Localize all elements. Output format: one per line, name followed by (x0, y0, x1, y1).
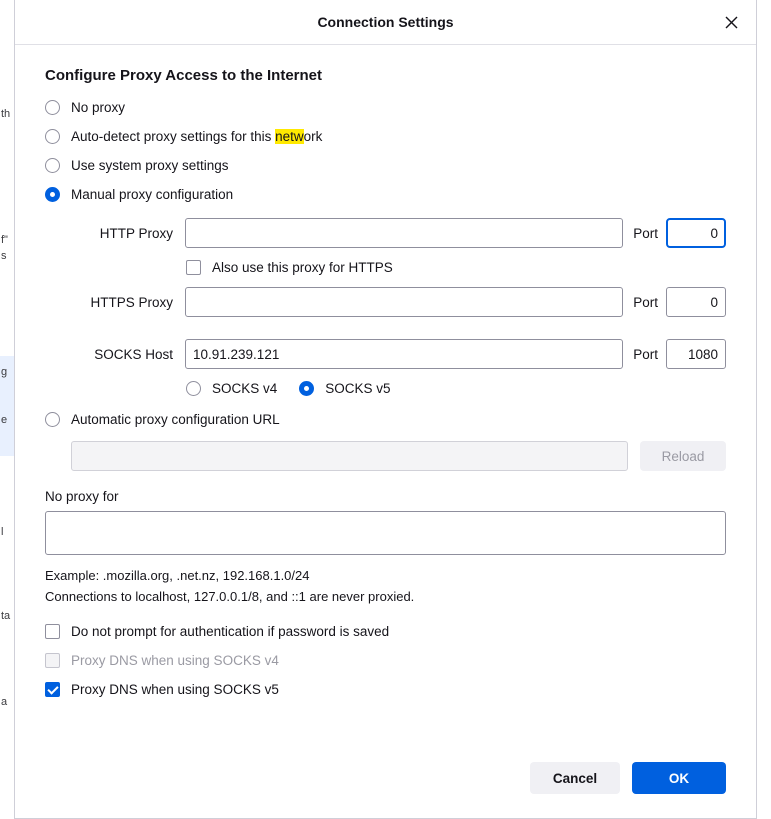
socks-port-label: Port (633, 346, 658, 362)
page-title: Configure Proxy Access to the Internet (45, 67, 323, 84)
radio-manual-proxy-text: Manual proxy configuration (71, 187, 234, 202)
background-right-column (759, 0, 771, 819)
proxy-dns-socks5-text: Proxy DNS when using SOCKS v5 (71, 681, 279, 697)
https-proxy-label: HTTPS Proxy (90, 294, 173, 310)
http-proxy-row (45, 218, 726, 248)
dialog-titlebar (15, 0, 756, 45)
radio-auto-config-url-indicator[interactable] (45, 412, 60, 427)
auto-detect-text-post: ork (303, 129, 323, 144)
background-text-fragment: a (1, 696, 8, 708)
radio-socks-v5-label[interactable] (325, 381, 390, 396)
radio-auto-config-url-text: Automatic proxy configuration URL (71, 412, 280, 427)
socks-host-row (45, 339, 726, 369)
background-text-fragment: s (1, 250, 7, 262)
auto-detect-text-pre: Auto-detect proxy settings for this (71, 129, 276, 144)
no-auth-prompt-text: Do not prompt for authentication if password is saved (71, 623, 390, 639)
radio-no-proxy-text: No proxy (71, 100, 126, 115)
no-proxy-hint (45, 566, 726, 608)
also-https-text: Also use this proxy for HTTPS (212, 260, 393, 275)
radio-use-system-proxy-indicator[interactable] (45, 158, 60, 173)
dialog-content (15, 45, 756, 762)
background-text-fragment: f" (1, 234, 8, 246)
radio-socks-v4-text: SOCKS v4 (212, 381, 278, 396)
http-proxy-label: HTTP Proxy (99, 225, 173, 241)
radio-auto-config-url[interactable] (45, 412, 726, 427)
close-icon[interactable] (716, 7, 746, 37)
proxy-dns-socks5-label[interactable] (71, 682, 279, 697)
no-auth-prompt-row[interactable] (45, 624, 726, 639)
https-port-label: Port (633, 294, 658, 310)
http-port-input[interactable] (666, 218, 726, 248)
radio-socks-v4[interactable] (186, 381, 277, 396)
radio-auto-detect-label[interactable] (71, 129, 322, 144)
no-auth-prompt-checkbox[interactable] (45, 624, 60, 639)
pac-url-input[interactable] (71, 441, 628, 471)
proxy-dns-socks5-row[interactable] (45, 682, 726, 697)
connection-settings-dialog (14, 0, 757, 819)
radio-auto-config-url-label[interactable] (71, 412, 280, 427)
background-text-fragment: g (1, 366, 8, 378)
radio-auto-detect[interactable] (45, 129, 726, 144)
radio-auto-detect-indicator[interactable] (45, 129, 60, 144)
no-proxy-hint-line-1: Example: .mozilla.org, .net.nz, 192.168.1.0/24 (45, 568, 310, 583)
radio-use-system-proxy[interactable] (45, 158, 726, 173)
radio-use-system-proxy-text: Use system proxy settings (71, 158, 229, 173)
https-port-input[interactable] (666, 287, 726, 317)
radio-socks-v4-indicator[interactable] (186, 381, 201, 396)
radio-no-proxy-label[interactable] (71, 100, 125, 115)
https-proxy-row (45, 287, 726, 317)
cancel-button[interactable]: Cancel (530, 762, 620, 794)
dialog-footer (15, 762, 756, 818)
radio-manual-proxy[interactable] (45, 187, 726, 202)
pac-url-row (71, 441, 726, 471)
also-https-checkbox[interactable] (186, 260, 201, 275)
background-text-fragment: l (1, 526, 4, 538)
radio-no-proxy[interactable] (45, 100, 726, 115)
background-text-fragment: th (1, 108, 11, 120)
dialog-title: Connection Settings (317, 14, 454, 30)
background-left-text-column (0, 0, 14, 819)
http-proxy-input[interactable] (185, 218, 623, 248)
also-https-label[interactable] (212, 260, 393, 275)
no-proxy-for-label: No proxy for (45, 489, 119, 504)
socks-host-label: SOCKS Host (94, 346, 173, 362)
https-proxy-input[interactable] (185, 287, 623, 317)
proxy-dns-socks5-checkbox[interactable] (45, 682, 60, 697)
reload-button[interactable]: Reload (640, 441, 726, 471)
socks-port-input[interactable] (666, 339, 726, 369)
socks-version-group (186, 381, 726, 396)
ok-button[interactable]: OK (632, 762, 726, 794)
radio-manual-proxy-label[interactable] (71, 187, 233, 202)
background-text-fragment: ta (1, 610, 11, 622)
background-text-fragment: e (1, 414, 8, 426)
socks-host-input[interactable] (185, 339, 623, 369)
bottom-checkbox-group (45, 624, 726, 697)
also-https-row[interactable] (186, 260, 726, 275)
proxy-dns-socks4-label (71, 653, 279, 668)
radio-socks-v5-indicator[interactable] (299, 381, 314, 396)
search-highlight: netw (275, 129, 304, 144)
radio-socks-v4-label[interactable] (212, 381, 277, 396)
proxy-dns-socks4-checkbox (45, 653, 60, 668)
proxy-dns-socks4-text: Proxy DNS when using SOCKS v4 (71, 652, 279, 668)
proxy-dns-socks4-row (45, 653, 726, 668)
no-proxy-hint-line-2: Connections to localhost, 127.0.0.1/8, and ::1 are never proxied. (45, 588, 415, 604)
radio-manual-proxy-indicator[interactable] (45, 187, 60, 202)
radio-socks-v5-text: SOCKS v5 (325, 381, 391, 396)
radio-socks-v5[interactable] (299, 381, 390, 396)
radio-no-proxy-indicator[interactable] (45, 100, 60, 115)
http-port-label: Port (633, 225, 658, 241)
no-auth-prompt-label[interactable] (71, 624, 389, 639)
radio-use-system-proxy-label[interactable] (71, 158, 229, 173)
no-proxy-for-textarea[interactable] (45, 511, 726, 555)
